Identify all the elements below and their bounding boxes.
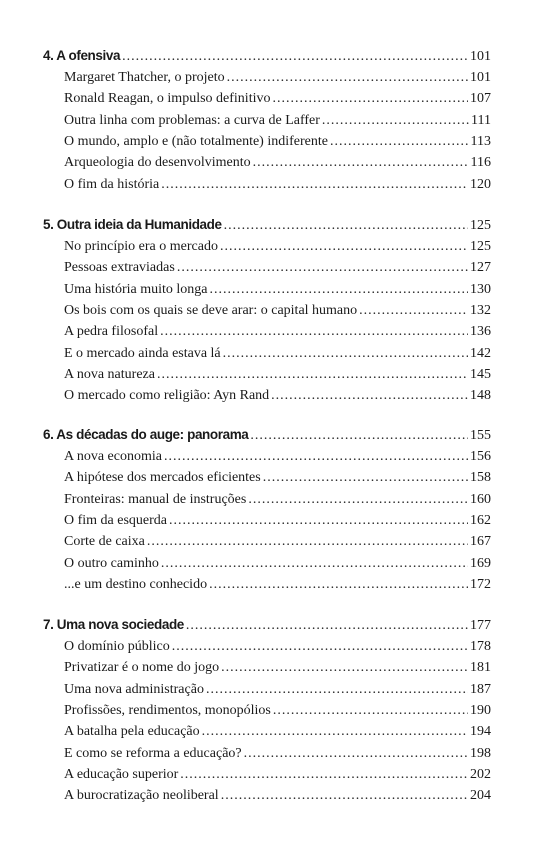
section-entry-title: Privatizar é o nome do jogo xyxy=(64,660,220,676)
dot-leader xyxy=(263,470,468,486)
section-entry[interactable] xyxy=(64,556,491,576)
section-entry-title: ...e um destino conhecido xyxy=(64,576,208,592)
section-entry[interactable] xyxy=(64,534,491,554)
dot-leader xyxy=(223,346,468,362)
section-entry-title: A nova natureza xyxy=(64,366,155,382)
dot-leader xyxy=(161,556,468,572)
dot-leader xyxy=(206,682,468,698)
section-entry-page-number: 120 xyxy=(470,176,491,192)
section-entry-page-number: 132 xyxy=(470,302,491,318)
section-entry-title: Outra linha com problemas: a curva de Laffer xyxy=(64,112,320,128)
section-entry-title: A hipótese dos mercados eficientes xyxy=(64,470,261,486)
section-entry[interactable] xyxy=(64,177,491,197)
dot-leader xyxy=(177,260,468,276)
section-entry-title: Uma história muito longa xyxy=(64,281,208,297)
section-entry[interactable] xyxy=(64,767,491,787)
section-entry-title: Profissões, rendimentos, monopólios xyxy=(64,702,271,718)
chapter-entry-title: 4. A ofensiva xyxy=(43,48,121,63)
section-entry-page-number: 167 xyxy=(470,534,491,550)
section-entry[interactable] xyxy=(64,388,491,408)
section-entry-page-number: 160 xyxy=(470,491,491,507)
section-entry-page-number: 202 xyxy=(470,766,491,782)
section-entry[interactable] xyxy=(64,470,491,490)
section-entry-page-number: 111 xyxy=(471,112,491,128)
section-entry[interactable] xyxy=(64,492,491,512)
section-entry-page-number: 145 xyxy=(470,366,491,382)
dot-leader xyxy=(122,49,468,65)
section-entry[interactable] xyxy=(64,91,491,111)
dot-leader xyxy=(253,155,469,171)
section-entry-page-number: 130 xyxy=(470,281,491,297)
chapter-entry[interactable] xyxy=(43,48,491,68)
section-entry-page-number: 127 xyxy=(470,260,491,276)
section-entry-title: Pessoas extraviadas xyxy=(64,260,175,276)
dot-leader xyxy=(244,746,468,762)
section-entry[interactable] xyxy=(64,324,491,344)
section-entry-title: Corte de caixa xyxy=(64,534,145,550)
section-entry-title: Fronteiras: manual de instruções xyxy=(64,491,247,507)
chapter-entry-page-number: 101 xyxy=(470,49,491,64)
section-entry-title: E o mercado ainda estava lá xyxy=(64,345,221,361)
section-entry-title: O fim da história xyxy=(64,176,160,192)
chapter-entry-title: 6. As décadas do auge: panorama xyxy=(43,427,249,442)
dot-leader xyxy=(322,113,469,129)
section-entry[interactable] xyxy=(64,134,491,154)
section-entry-title: A educação superior xyxy=(64,766,179,782)
section-entry-page-number: 190 xyxy=(470,702,491,718)
section-entry[interactable] xyxy=(64,70,491,90)
section-entry-title: No princípio era o mercado xyxy=(64,239,218,254)
section-entry[interactable] xyxy=(64,660,491,680)
section-entry-page-number: 158 xyxy=(470,470,491,486)
section-entry-title: Ronald Reagan, o impulso definitivo xyxy=(64,91,271,107)
dot-leader xyxy=(220,239,468,255)
dot-leader xyxy=(221,788,468,804)
chapter-entry-page-number: 125 xyxy=(470,218,491,233)
section-entry-page-number: 125 xyxy=(470,239,491,254)
section-entry[interactable] xyxy=(64,346,491,366)
section-entry[interactable] xyxy=(64,746,491,766)
chapter-entry-title: 5. Outra ideia da Humanidade xyxy=(43,217,222,232)
section-entry[interactable] xyxy=(64,788,491,808)
section-entry[interactable] xyxy=(64,155,491,175)
section-entry[interactable] xyxy=(64,703,491,723)
section-entry-title: Os bois com os quais se deve arar: o capital humano xyxy=(64,302,358,318)
dot-leader xyxy=(164,449,468,465)
dot-leader xyxy=(157,367,468,383)
section-entry[interactable] xyxy=(64,682,491,702)
dot-leader xyxy=(227,70,468,86)
dot-leader xyxy=(161,177,468,193)
section-entry-page-number: 172 xyxy=(470,576,491,592)
section-entry-page-number: 162 xyxy=(470,512,491,528)
section-entry[interactable] xyxy=(64,577,491,597)
chapter-entry-title: 7. Uma nova sociedade xyxy=(43,617,184,632)
dot-leader xyxy=(273,703,468,719)
section-entry[interactable] xyxy=(64,513,491,533)
section-entry-page-number: 178 xyxy=(470,639,491,654)
section-entry-page-number: 148 xyxy=(470,388,491,404)
dot-leader xyxy=(180,767,468,783)
dot-leader xyxy=(169,513,468,529)
section-entry-title: O outro caminho xyxy=(64,555,159,571)
section-entry[interactable] xyxy=(64,260,491,280)
dot-leader xyxy=(186,618,468,634)
section-entry-page-number: 169 xyxy=(470,555,491,571)
section-entry-title: Arqueologia do desenvolvimento xyxy=(64,155,251,171)
section-entry-title: A batalha pela educação xyxy=(64,724,200,740)
dot-leader xyxy=(202,724,468,740)
section-entry[interactable] xyxy=(64,367,491,387)
dot-leader xyxy=(172,639,468,655)
section-entry[interactable] xyxy=(64,282,491,302)
section-entry-page-number: 204 xyxy=(470,788,491,804)
section-entry-page-number: 181 xyxy=(470,660,491,676)
dot-leader xyxy=(248,492,468,508)
dot-leader xyxy=(272,91,468,107)
section-entry-page-number: 107 xyxy=(470,91,491,107)
dot-leader xyxy=(209,577,468,593)
section-entry-title: A burocratização neoliberal xyxy=(64,788,219,804)
section-entry-title: O domínio público xyxy=(64,639,170,654)
section-entry-page-number: 194 xyxy=(470,724,491,740)
dot-leader xyxy=(250,428,468,444)
section-entry-page-number: 113 xyxy=(470,133,491,149)
dot-leader xyxy=(221,660,468,676)
section-entry-page-number: 136 xyxy=(470,324,491,340)
dot-leader xyxy=(224,218,468,234)
section-entry-page-number: 198 xyxy=(470,745,491,761)
chapter-entry-page-number: 155 xyxy=(470,428,491,443)
section-entry[interactable] xyxy=(64,113,491,133)
section-entry-title: O mundo, amplo e (não totalmente) indiferente xyxy=(64,133,328,149)
section-entry-page-number: 187 xyxy=(470,681,491,697)
section-entry[interactable] xyxy=(64,239,491,259)
dot-leader xyxy=(209,282,468,298)
chapter-entry[interactable] xyxy=(43,617,491,637)
section-entry-title: O mercado como religião: Ayn Rand xyxy=(64,388,270,404)
section-entry-title: Margaret Thatcher, o projeto xyxy=(64,70,225,85)
dot-leader xyxy=(160,324,468,340)
chapter-entry[interactable] xyxy=(43,217,491,237)
dot-leader xyxy=(147,534,468,550)
dot-leader xyxy=(271,388,468,404)
section-entry-page-number: 156 xyxy=(470,449,491,464)
section-entry-page-number: 116 xyxy=(470,155,491,171)
section-entry[interactable] xyxy=(64,724,491,744)
section-entry-page-number: 101 xyxy=(470,70,491,85)
section-entry[interactable] xyxy=(64,303,491,323)
section-entry[interactable] xyxy=(64,639,491,659)
section-entry-title: Uma nova administração xyxy=(64,681,204,697)
section-entry-title: E como se reforma a educação? xyxy=(64,745,242,761)
section-entry-title: A nova economia xyxy=(64,449,162,464)
section-entry-title: O fim da esquerda xyxy=(64,512,168,528)
section-entry-page-number: 142 xyxy=(470,345,491,361)
dot-leader xyxy=(330,134,469,150)
dot-leader xyxy=(359,303,468,319)
chapter-entry[interactable] xyxy=(43,427,491,447)
chapter-entry-page-number: 177 xyxy=(470,618,491,633)
section-entry-title: A pedra filosofal xyxy=(64,324,159,340)
section-entry[interactable] xyxy=(64,449,491,469)
